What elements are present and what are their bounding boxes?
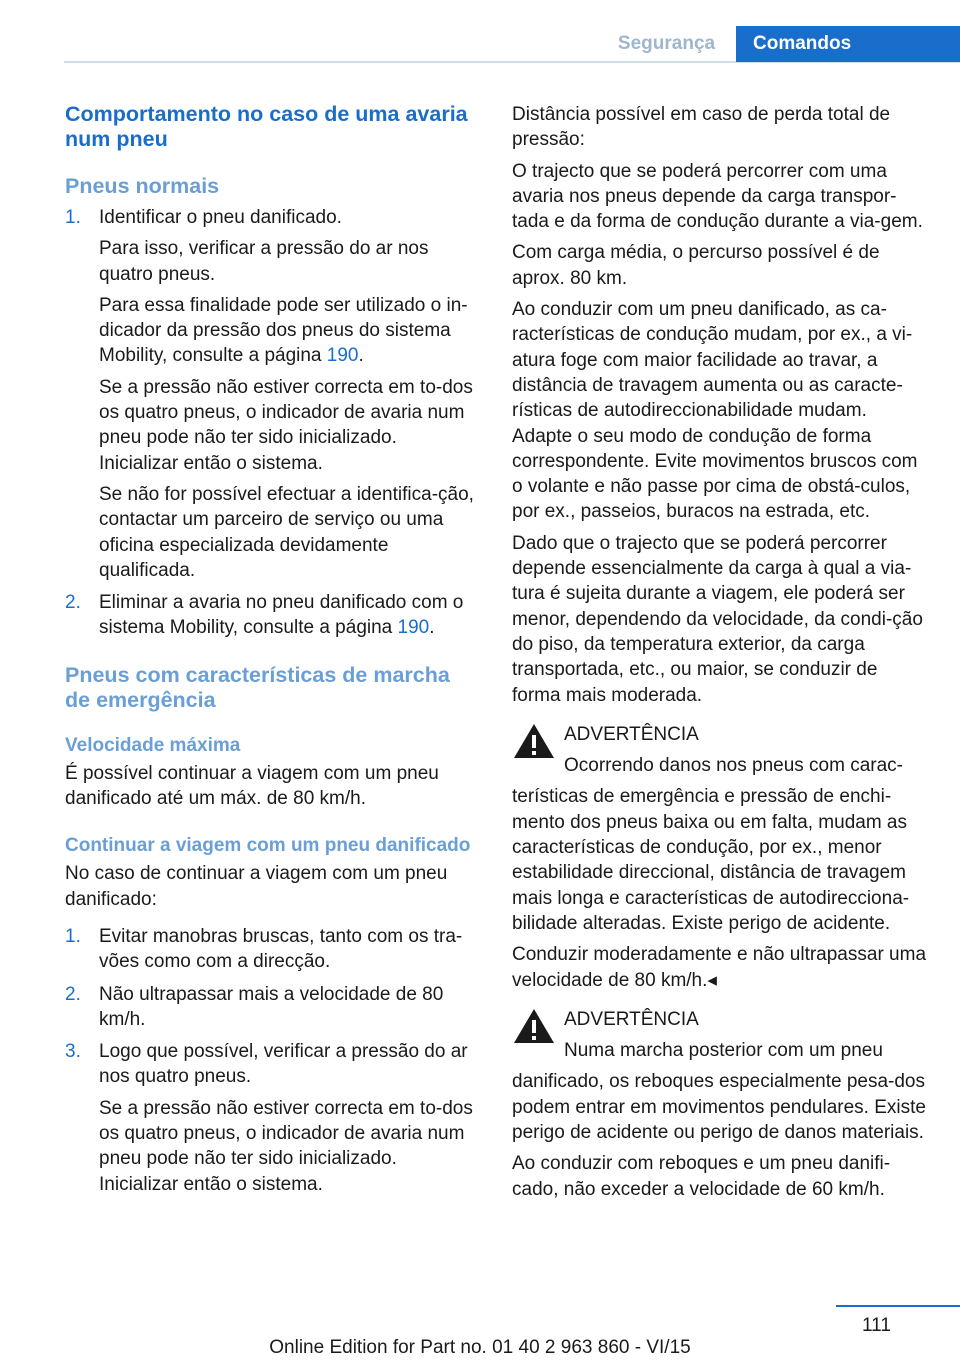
warning-text: danificado, os reboques especialmente pesa-dos podem entrar em movimentos pendulares. Existe perigo de acidente ou perigo de danos materiais.	[512, 1071, 926, 1143]
paragraph: Ao conduzir com um pneu danificado, as ca-racterísticas de condução mudam, por ex., a vi-atura foge com maior facilidade ao travar, a distância de travagem aumenta ou as caracte-rísticas de autodireccionabilidade mudam. Adapte o seu modo de condução de forma correspondente. Evite movimentos bruscos com o volante e não passe por cima de obstá-culos, por ex., passeios, buracos na estrada, etc.	[512, 299, 918, 523]
paragraph: É possível continuar a viagem com um pneu danificado até um máx. de 80 km/h.	[65, 762, 439, 810]
tab-comandos[interactable]: Comandos	[736, 26, 960, 62]
paragraph: Eliminar a avaria no pneu danificado com o sistema Mobility, consulte a página 190.	[99, 592, 464, 639]
paragraph: Para isso, verificar a pressão do ar nos quatro pneus.	[99, 238, 429, 285]
warning-block	[512, 1007, 928, 1202]
page-number: 111	[862, 1315, 891, 1336]
warning-label: ADVERTÊNCIA	[564, 723, 699, 745]
warning-text: Ao conduzir com reboques e um pneu danifi-cado, não exceder a velocidade de 60 km/h.	[512, 1153, 891, 1200]
left-column	[65, 102, 478, 1204]
steps-list-runflat	[65, 924, 478, 1197]
paragraph: No caso de continuar a viagem com um pneu danificado:	[65, 863, 448, 910]
page-link-190[interactable]: 190	[397, 617, 430, 639]
paragraph: Identificar o pneu danificado.	[99, 207, 342, 228]
page-link-190[interactable]: 190	[326, 345, 359, 367]
list-number: 1.	[65, 925, 81, 947]
warning-triangle-icon	[512, 1007, 556, 1045]
paragraph: Para essa finalidade pode ser utilizado o in-dicador da pressão dos pneus do sistema Mobility, consulte a página 190.	[99, 294, 468, 367]
list-number: 3.	[65, 1041, 81, 1063]
list-item	[65, 205, 478, 583]
warning-text-first: Ocorrendo danos nos pneus com carac-	[564, 755, 904, 777]
list-number: 1.	[65, 207, 81, 228]
list-item	[65, 982, 478, 1033]
steps-list-normal	[65, 205, 478, 641]
warning-text: terísticas de emergência e pressão de enchi-mento dos pneus baixa ou em falta, mudam as características de condução, por ex., menor estabilidade direccional, distância de travagem mais longa e características de autodirecciona-bilidade alteradas. Existe perigo de acidente.	[512, 786, 910, 934]
paragraph: Se não for possível efectuar a identifica-ção, contactar um parceiro de serviço ou uma oficina especializada devidamente qualificada.	[99, 483, 474, 581]
paragraph: Distância possível em caso de perda total de pressão:	[512, 104, 891, 151]
list-number: 2.	[65, 983, 81, 1005]
warning-block	[512, 722, 928, 993]
heading-runflat: Pneus com características de marcha de emergência	[65, 662, 450, 712]
paragraph: Evitar manobras bruscas, tanto com os tra-vões como com a direcção.	[99, 925, 463, 973]
heading-velocidade-maxima: Velocidade máxima	[65, 734, 241, 756]
heading-continuar-viagem: Continuar a viagem com um pneu danificado	[65, 835, 471, 857]
section-title: Comportamento no caso de uma avaria num pneu	[65, 102, 468, 151]
footer-rule	[836, 1305, 960, 1307]
warning-triangle-icon	[512, 722, 556, 760]
paragraph: Se a pressão não estiver correcta em to-dos os quatro pneus, o indicador de avaria num pneu pode não ter sido inicializado. Inicializar então o sistema.	[99, 376, 473, 474]
paragraph: Logo que possível, verificar a pressão do ar nos quatro pneus.	[99, 1041, 468, 1088]
right-column	[512, 102, 928, 1208]
paragraph: O trajecto que se poderá percorrer com uma avaria nos pneus depende da carga transpor-tada e da forma de condução durante a via-gem.	[512, 160, 923, 233]
tab-seguranca[interactable]: Segurança	[617, 33, 716, 54]
list-item	[65, 1039, 478, 1197]
paragraph: Se a pressão não estiver correcta em to-dos os quatro pneus, o indicador de avaria num pneu pode não ter sido inicializado. Inicializar então o sistema.	[99, 1097, 473, 1195]
list-item	[65, 924, 478, 975]
heading-pneus-normais: Pneus normais	[65, 174, 220, 198]
warning-text: Conduzir moderadamente e não ultrapassar uma velocidade de 80 km/h.◂	[512, 944, 927, 991]
list-number: 2.	[65, 592, 81, 614]
warning-text-first: Numa marcha posterior com um pneu	[564, 1040, 883, 1062]
edition-footer: Online Edition for Part no. 01 40 2 963 860 - VI/15	[269, 1337, 691, 1358]
paragraph: Não ultrapassar mais a velocidade de 80 km/h.	[99, 983, 444, 1030]
paragraph: Com carga média, o percurso possível é de aprox. 80 km.	[512, 242, 880, 289]
list-item	[65, 590, 478, 641]
warning-label: ADVERTÊNCIA	[564, 1008, 699, 1030]
paragraph: Dado que o trajecto que se poderá percorrer depende essencialmente da carga à qual a via-tura é sujeita durante a viagem, ele poderá ser menor, dependendo da velocidade, da condi-ção do piso, da temperatura exterior, da carga transportada, etc., ou maior, se conduzir de forma mais moderada.	[512, 532, 923, 706]
